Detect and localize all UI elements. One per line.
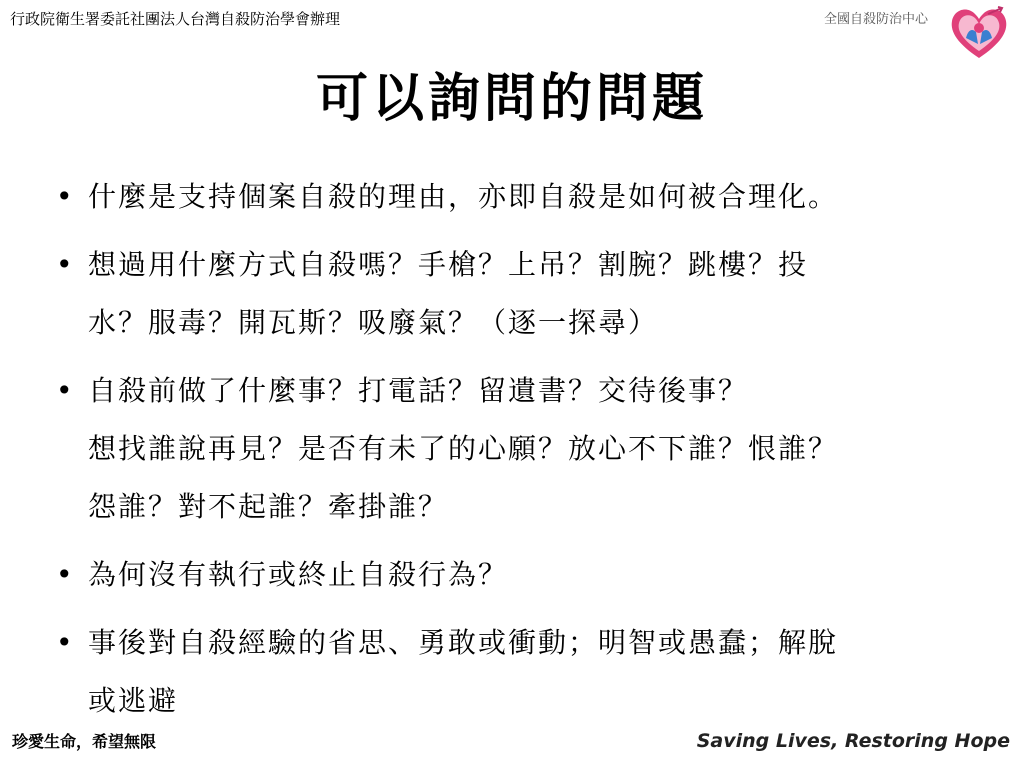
bullet-marker: •: [56, 248, 73, 281]
bullet-item-5: [56, 614, 956, 730]
page-title: 可以詢問的問題: [315, 68, 708, 129]
bullet-text: 自殺前做了什麼事？打電話？留遺書？交待後事？: [88, 374, 749, 407]
bullet-text: 什麼是支持個案自殺的理由，亦即自殺是如何被合理化。: [88, 180, 839, 213]
bullet-marker: •: [56, 626, 73, 659]
bullet-item-2: [56, 236, 956, 352]
bullet-marker: •: [56, 180, 73, 213]
heart-hands-logo-icon: [948, 4, 1010, 62]
bullet-item-1: [56, 168, 956, 226]
bullet-marker: •: [56, 558, 73, 591]
bullet-text: 想過用什麼方式自殺嗎？手槍？上吊？割腕？跳樓？投: [88, 248, 809, 281]
bullet-text-continued: 想找誰說再見？是否有未了的心願？放心不下誰？恨誰？: [88, 432, 839, 465]
header-organization-text: 行政院衛生署委託社團法人台灣自殺防治學會辦理: [10, 10, 341, 28]
bullet-text-continued: 水？服毒？開瓦斯？吸廢氣？（逐一探尋）: [88, 306, 659, 339]
bullet-item-3: [56, 362, 956, 536]
bullet-list: [56, 168, 956, 740]
footer-slogan-chinese: 珍愛生命，希望無限: [12, 732, 157, 751]
footer-slogan-english: Saving Lives, Restoring Hope: [696, 730, 1010, 752]
bullet-text-continued: 或逃避: [88, 684, 179, 717]
bullet-text: 事後對自殺經驗的省思、勇敢或衝動；明智或愚蠢；解脫: [88, 626, 839, 659]
header-center-name: 全國自殺防治中心: [823, 12, 928, 27]
bullet-item-4: [56, 546, 956, 604]
bullet-marker: •: [56, 374, 73, 407]
bullet-text: 為何沒有執行或終止自殺行為？: [88, 558, 509, 591]
bullet-text-continued: 怨誰？對不起誰？牽掛誰？: [88, 490, 449, 523]
